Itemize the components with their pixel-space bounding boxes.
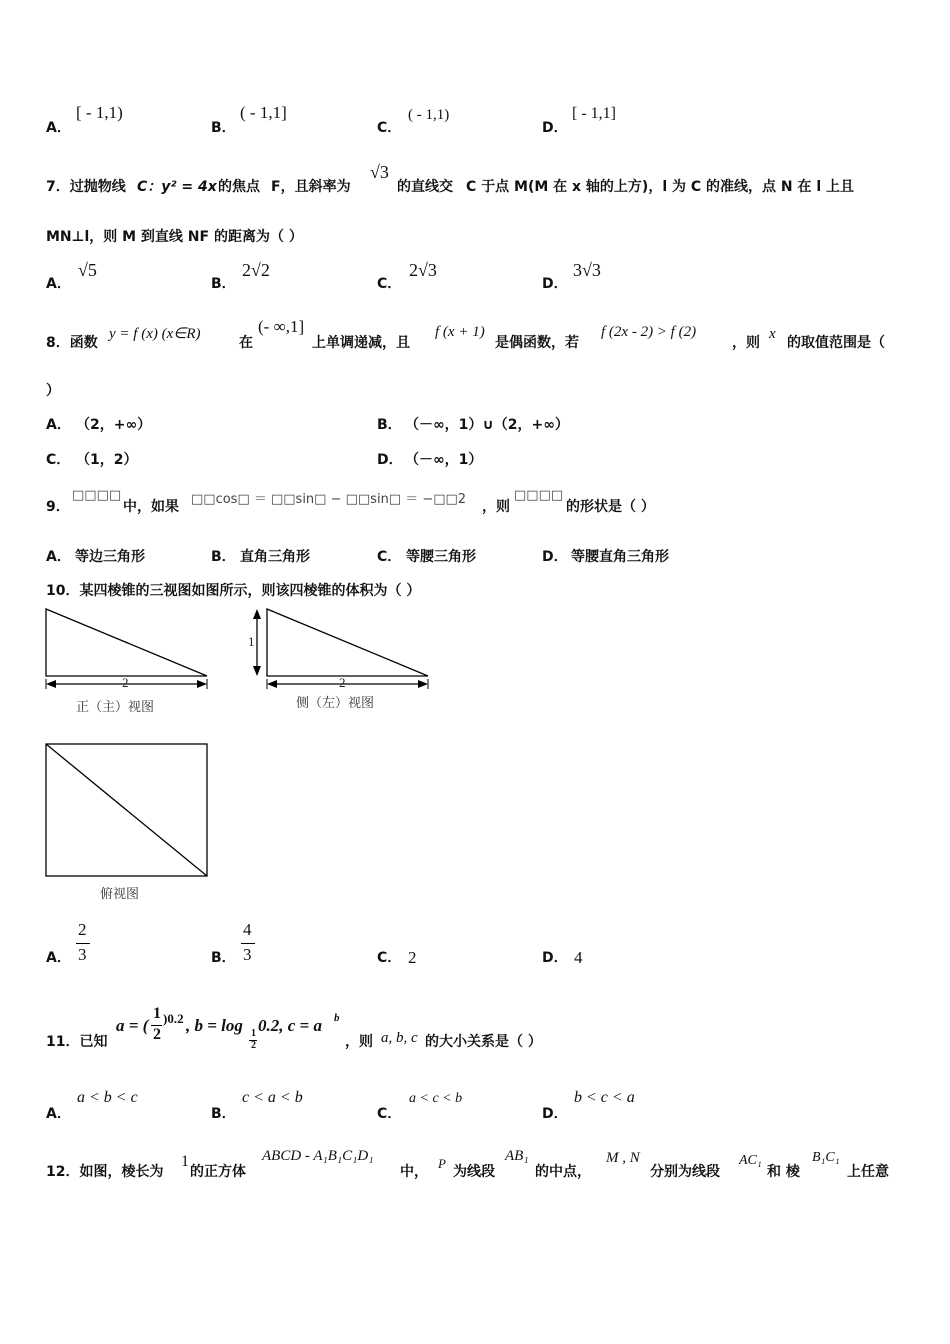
q7-option-b-value: 2√2 [242, 260, 270, 280]
q11-num: 11．已知 [46, 1034, 108, 1050]
q9-option-a-label: A． [46, 549, 71, 565]
q12-p: P [438, 1156, 446, 1171]
q12-t3: 为线段 [453, 1164, 495, 1180]
side-view-height: 1 [248, 634, 255, 649]
q9-option-c-value: 等腰三角形 [406, 549, 476, 565]
q11-option-c-label: C． [377, 1106, 402, 1122]
q8-t5: 的取值范围是（ [787, 335, 885, 351]
q8-t2: 上单调递减，且 [312, 335, 410, 351]
q10-option-a-label: A． [46, 950, 71, 966]
q6-option-d-value: [ - 1,1] [572, 105, 616, 122]
q7-line1c: 的焦点 [218, 179, 260, 195]
q8-var: x [769, 326, 776, 342]
q12-t6: 和 棱 [767, 1164, 800, 1180]
q7-line1b: C：y² = 4x [137, 179, 217, 195]
q11-option-c-value: a < c < b [409, 1091, 463, 1106]
q12-edge: 1 [181, 1153, 189, 1170]
q8-option-c-value: （1，2） [76, 452, 138, 468]
q10-option-c-label: C． [377, 950, 402, 966]
q6-option-a-value: [ - 1,1) [76, 103, 123, 122]
q11-option-a-value: a < b < c [77, 1089, 138, 1106]
q11-t1: ，则 [345, 1034, 373, 1050]
q9-num: 9． [46, 499, 70, 515]
q7-option-a-value: √5 [78, 260, 97, 280]
q8-func: y = f (x) (x∈R) [109, 326, 201, 342]
q7-option-d-label: D． [542, 276, 568, 292]
q7-slope: √3 [370, 162, 389, 182]
q8-option-b-value: （－∞，1）∪（2，+∞） [405, 417, 569, 433]
q11-t2: 的大小关系是（ ） [425, 1034, 542, 1050]
q7-line1e: 的直线交 [397, 179, 453, 195]
q9-option-b-label: B． [211, 549, 236, 565]
side-view-figure [240, 605, 440, 715]
side-view-triangle [267, 609, 428, 676]
top-view-figure [40, 738, 215, 908]
q12-cube: ABCD - A₁B₁C₁D₁ [262, 1148, 374, 1164]
q6-option-b-label: B． [211, 120, 236, 136]
q9-option-b-value: 直角三角形 [240, 549, 310, 565]
q10-option-c-value: 2 [408, 948, 417, 967]
q7-option-d-value: 3√3 [573, 260, 601, 280]
q6-option-a-label: A． [46, 120, 71, 136]
q12-mn: M , N [606, 1150, 640, 1166]
q11-frac-num: 1 [153, 1005, 161, 1022]
q12-num: 12．如图，棱长为 [46, 1164, 164, 1180]
q8-option-d-value: （－∞，1） [405, 452, 483, 468]
q8-option-b-label: B． [377, 417, 402, 433]
front-view-triangle [46, 609, 207, 676]
q8-num: 8．函数 [46, 335, 98, 351]
q11-option-b-label: B． [211, 1106, 236, 1122]
q6-option-b-value: ( - 1,1] [240, 103, 287, 122]
q11-option-d-value: b < c < a [574, 1089, 635, 1106]
q10-option-b-num: 4 [243, 920, 252, 939]
q10-option-a-fraction-bar [76, 943, 90, 944]
q8-option-a-label: A． [46, 417, 71, 433]
q11-log-base-den: 2 [251, 1040, 256, 1051]
q12-bc: B₁C₁ [812, 1150, 840, 1165]
q9-t3: 的形状是（ ） [566, 499, 655, 515]
q8-t1: 在 [239, 335, 253, 351]
q7-option-b-label: B． [211, 276, 236, 292]
side-view-caption: 侧（左）视图 [296, 695, 375, 710]
q10-option-a-den: 3 [78, 945, 87, 964]
q11-option-b-value: c < a < b [242, 1089, 303, 1106]
q9-option-d-value: 等腰直角三角形 [571, 549, 669, 565]
q12-t5: 分别为线段 [650, 1164, 720, 1180]
q12-ac: AC₁ [739, 1153, 762, 1168]
q11-a-def: a = ( [116, 1016, 149, 1035]
q9-triangle-placeholder-2: □□□□ [514, 488, 564, 503]
q10-option-d-value: 4 [574, 948, 583, 967]
q6-option-c-value: ( - 1,1) [408, 107, 450, 123]
q9-triangle-placeholder: □□□□ [72, 488, 122, 503]
q11-a-exp: )0.2 [163, 1011, 184, 1026]
q8-ineq: f (2x - 2) > f (2) [601, 324, 697, 340]
q9-t2: ，则 [482, 499, 510, 515]
q11-frac-den: 2 [153, 1026, 161, 1043]
q6-option-d-label: D． [542, 120, 568, 136]
q8-t3: 是偶函数，若 [495, 335, 579, 351]
q12-t2: 中， [400, 1164, 428, 1180]
q8-t4: ，则 [732, 335, 760, 351]
q11-vars: a, b, c [381, 1030, 418, 1046]
front-view-figure [40, 605, 220, 720]
q7-option-a-label: A． [46, 276, 71, 292]
q11-b-rest: 0.2, c = a [258, 1016, 322, 1035]
q10-option-d-label: D． [542, 950, 568, 966]
front-view-caption: 正（主）视图 [76, 699, 155, 714]
q10-option-a-num: 2 [78, 920, 87, 939]
q9-option-a-value: 等边三角形 [75, 549, 145, 565]
q7-option-c-label: C． [377, 276, 402, 292]
q7-line1f: C 于点 M(M 在 x 轴的上方)，l 为 C 的准线，点 N 在 l 上且 [466, 179, 855, 195]
q6-option-c-label: C． [377, 120, 402, 136]
q10-option-b-fraction-bar [241, 943, 255, 944]
q9-t1: 中，如果 [123, 499, 179, 515]
q7-option-c-value: 2√3 [409, 260, 437, 280]
front-view-dimension: 2 [122, 675, 129, 690]
q9-option-d-label: D． [542, 549, 568, 565]
q11-option-a-label: A． [46, 1106, 71, 1122]
q11-option-d-label: D． [542, 1106, 568, 1122]
q7-line1a: 7．过抛物线 [46, 179, 126, 195]
q12-t7: 上任意 [847, 1164, 889, 1180]
top-view-caption: 俯视图 [100, 886, 140, 901]
q11-c-exp: b [334, 1012, 340, 1024]
q11-log-base-num: 1 [251, 1028, 256, 1039]
q9-option-c-label: C． [377, 549, 402, 565]
q10-option-b-den: 3 [243, 945, 252, 964]
q12-t4: 的中点， [535, 1164, 591, 1180]
q12-t1: 的正方体 [190, 1164, 246, 1180]
q9-expr: □□cos□ ＝ □□sin□ − □□sin□ ＝ −□□2 [191, 492, 467, 507]
q10-option-b-label: B． [211, 950, 236, 966]
q7-line1d: F，且斜率为 [271, 179, 351, 195]
q11-b-def: , b = log [186, 1016, 243, 1035]
q8-even: f (x + 1) [435, 324, 485, 340]
top-view-diagonal [46, 744, 207, 876]
q8-close: ） [46, 383, 60, 399]
side-view-dimension: 2 [339, 675, 346, 690]
q8-option-a-value: （2，+∞） [76, 417, 152, 433]
q12-seg: AB₁ [505, 1148, 529, 1164]
q8-option-c-label: C． [46, 452, 71, 468]
q8-interval: (- ∞,1] [258, 317, 305, 336]
q8-option-d-label: D． [377, 452, 403, 468]
q10-text: 10．某四棱锥的三视图如图所示，则该四棱锥的体积为（ ） [46, 583, 421, 599]
q7-line2: MN⊥l，则 M 到直线 NF 的距离为（ ） [46, 229, 303, 245]
